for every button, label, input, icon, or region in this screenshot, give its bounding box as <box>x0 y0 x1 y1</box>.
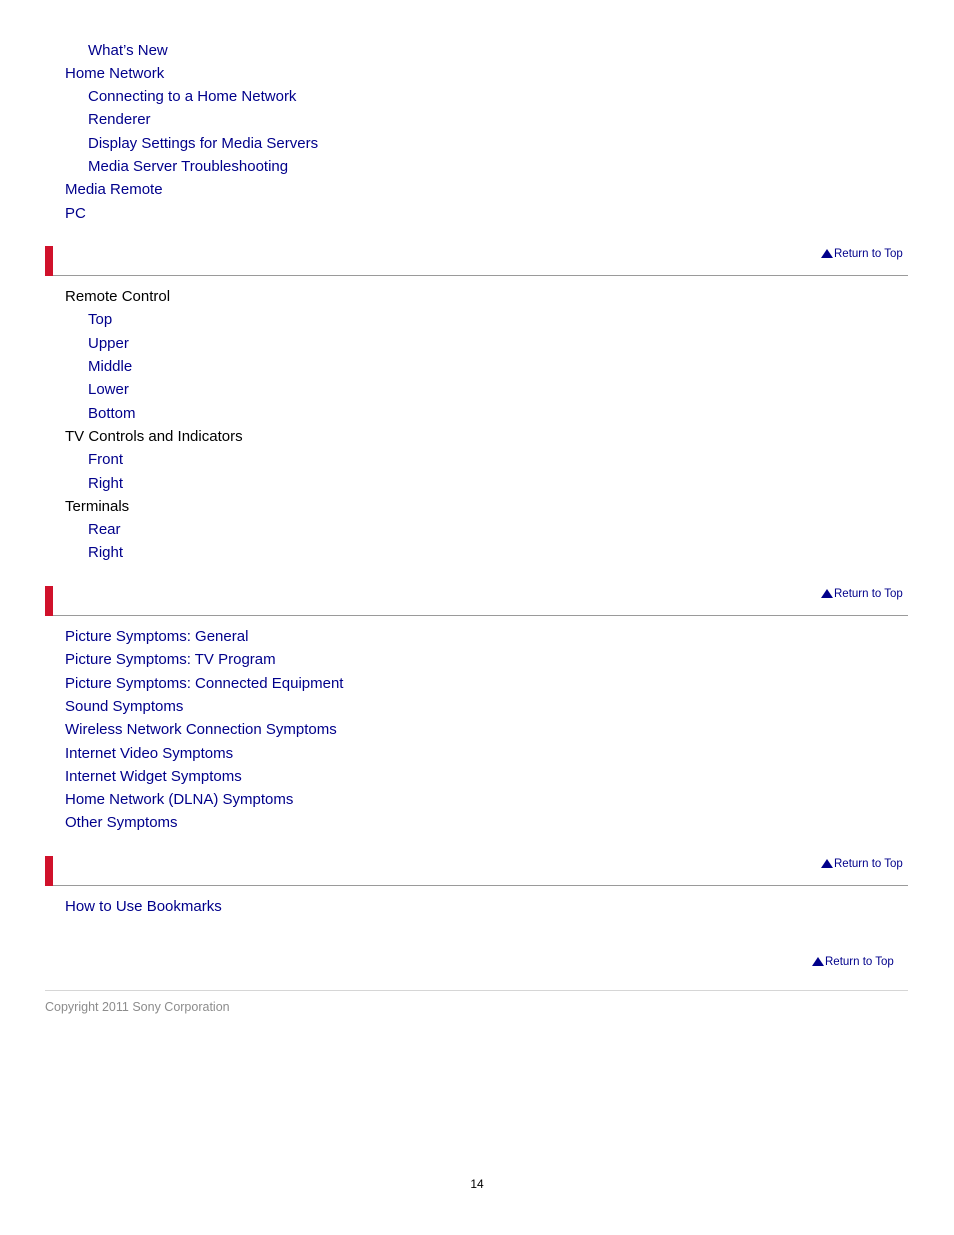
toc-heading-terminals: Terminals <box>65 498 130 515</box>
toc-link-remote-middle[interactable]: Middle <box>88 358 133 375</box>
toc-link-terminals-rear[interactable]: Rear <box>88 521 121 538</box>
section-marker-bar <box>45 586 53 616</box>
toc-link-picture-tv-program[interactable]: Picture Symptoms: TV Program <box>65 651 276 668</box>
toc-heading-tv-controls: TV Controls and Indicators <box>65 428 243 445</box>
return-to-top-label: Return to Top <box>834 588 903 600</box>
return-to-top-link[interactable] <box>821 587 903 601</box>
up-arrow-icon <box>821 589 833 598</box>
toc-link-remote-lower[interactable]: Lower <box>88 381 129 398</box>
up-arrow-icon <box>812 957 824 966</box>
return-to-top-link[interactable] <box>821 857 903 871</box>
toc-link-pc[interactable]: PC <box>65 205 86 222</box>
toc-heading-remote-control: Remote Control <box>65 288 171 305</box>
toc-link-connecting-home-network[interactable]: Connecting to a Home Network <box>88 88 297 105</box>
toc-link-terminals-right[interactable]: Right <box>88 544 124 561</box>
toc-link-sound-symptoms[interactable]: Sound Symptoms <box>65 698 184 715</box>
toc-link-home-network-dlna-symptoms[interactable]: Home Network (DLNA) Symptoms <box>65 791 294 808</box>
section-marker-bar <box>45 246 53 276</box>
up-arrow-icon <box>821 859 833 868</box>
toc-link-internet-video-symptoms[interactable]: Internet Video Symptoms <box>65 745 234 762</box>
return-to-top-label: Return to Top <box>834 248 903 260</box>
toc-link-other-symptoms[interactable]: Other Symptoms <box>65 814 178 831</box>
toc-link-media-remote[interactable]: Media Remote <box>65 181 163 198</box>
toc-link-how-to-use-bookmarks[interactable]: How to Use Bookmarks <box>65 898 222 915</box>
section-divider <box>53 275 908 276</box>
toc-link-renderer[interactable]: Renderer <box>88 111 151 128</box>
toc-link-tv-right[interactable]: Right <box>88 475 124 492</box>
section-divider <box>53 885 908 886</box>
toc-link-internet-widget-symptoms[interactable]: Internet Widget Symptoms <box>65 768 242 785</box>
toc-link-remote-top[interactable]: Top <box>88 311 113 328</box>
toc-link-whats-new[interactable]: What’s New <box>88 42 168 59</box>
toc-link-picture-general[interactable]: Picture Symptoms: General <box>65 628 249 645</box>
page-number: 14 <box>470 1177 484 1191</box>
return-to-top-label: Return to Top <box>825 956 894 968</box>
toc-link-picture-connected-equipment[interactable]: Picture Symptoms: Connected Equipment <box>65 675 344 692</box>
toc-link-wireless-network-symptoms[interactable]: Wireless Network Connection Symptoms <box>65 721 337 738</box>
return-to-top-label: Return to Top <box>834 858 903 870</box>
toc-link-home-network[interactable]: Home Network <box>65 65 165 82</box>
copyright-text: Copyright 2011 Sony Corporation <box>45 1000 230 1014</box>
section-marker-bar <box>45 856 53 886</box>
toc-link-remote-bottom[interactable]: Bottom <box>88 405 136 422</box>
toc-link-tv-front[interactable]: Front <box>88 451 124 468</box>
toc-link-display-settings-media-servers[interactable]: Display Settings for Media Servers <box>88 135 319 152</box>
toc-link-remote-upper[interactable]: Upper <box>88 335 129 352</box>
return-to-top-link[interactable] <box>821 247 903 261</box>
section-divider <box>53 615 908 616</box>
return-to-top-link[interactable] <box>812 955 894 969</box>
up-arrow-icon <box>821 249 833 258</box>
toc-link-media-server-troubleshooting[interactable]: Media Server Troubleshooting <box>88 158 289 175</box>
footer-divider <box>45 990 908 991</box>
